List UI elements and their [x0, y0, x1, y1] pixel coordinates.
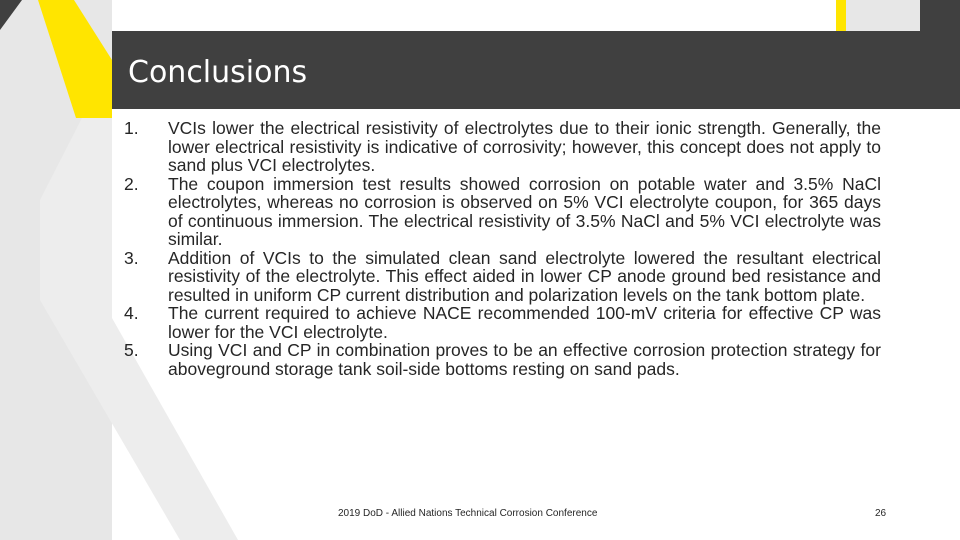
page-number: 26 [875, 508, 887, 519]
yellow-top-right-stripe [836, 0, 846, 31]
conclusion-item-5 [124, 341, 881, 378]
conclusion-number: 1. [124, 118, 139, 138]
conclusion-number: 4. [124, 303, 139, 323]
footer-text: 2019 DoD - Allied Nations Technical Corrosion Conference [338, 508, 598, 519]
conclusion-text: The coupon immersion test results showed corrosion on potable water and 3.5% NaCl electrolytes, whereas no corrosion is observed on 5% VCI electrolyte coupon, for 365 days of continuous immersion. The electrical resistivity of 3.5% NaCl and 5% VCI electrolyte was similar. [168, 173, 881, 249]
gray-top-right-stripe [846, 0, 920, 31]
conclusion-number: 5. [124, 340, 139, 360]
conclusion-item-2 [124, 175, 881, 249]
slide-title: Conclusions [128, 55, 308, 90]
conclusion-text: Addition of VCIs to the simulated clean sand electrolyte lowered the resultant electrical resistivity of the electrolyte. This effect aided in lower CP anode ground bed resistance and resulted in uniform CP current distribution and polarization levels on the tank bottom plate. [168, 247, 881, 305]
conclusions-list [124, 119, 881, 378]
conclusion-text: Using VCI and CP in combination proves to be an effective corrosion protection strategy for aboveground storage tank soil-side bottoms resting on sand pads. [168, 340, 881, 379]
conclusion-number: 2. [124, 173, 139, 194]
conclusion-text: The current required to achieve NACE recommended 100-mV criteria for effective CP was lower for the VCI electrolyte. [168, 303, 881, 342]
dark-top-right-corner [920, 0, 960, 31]
conclusion-text: VCIs lower the electrical resistivity of electrolytes due to their ionic strength. Generally, the lower electrical resistivity is indicative of corrosivity; however, this concept does not apply to sand plus VCI electrolytes. [168, 118, 881, 175]
conclusion-item-1 [124, 119, 881, 175]
conclusion-item-3 [124, 249, 881, 305]
conclusion-item-4 [124, 304, 881, 341]
conclusion-number: 3. [124, 247, 139, 268]
